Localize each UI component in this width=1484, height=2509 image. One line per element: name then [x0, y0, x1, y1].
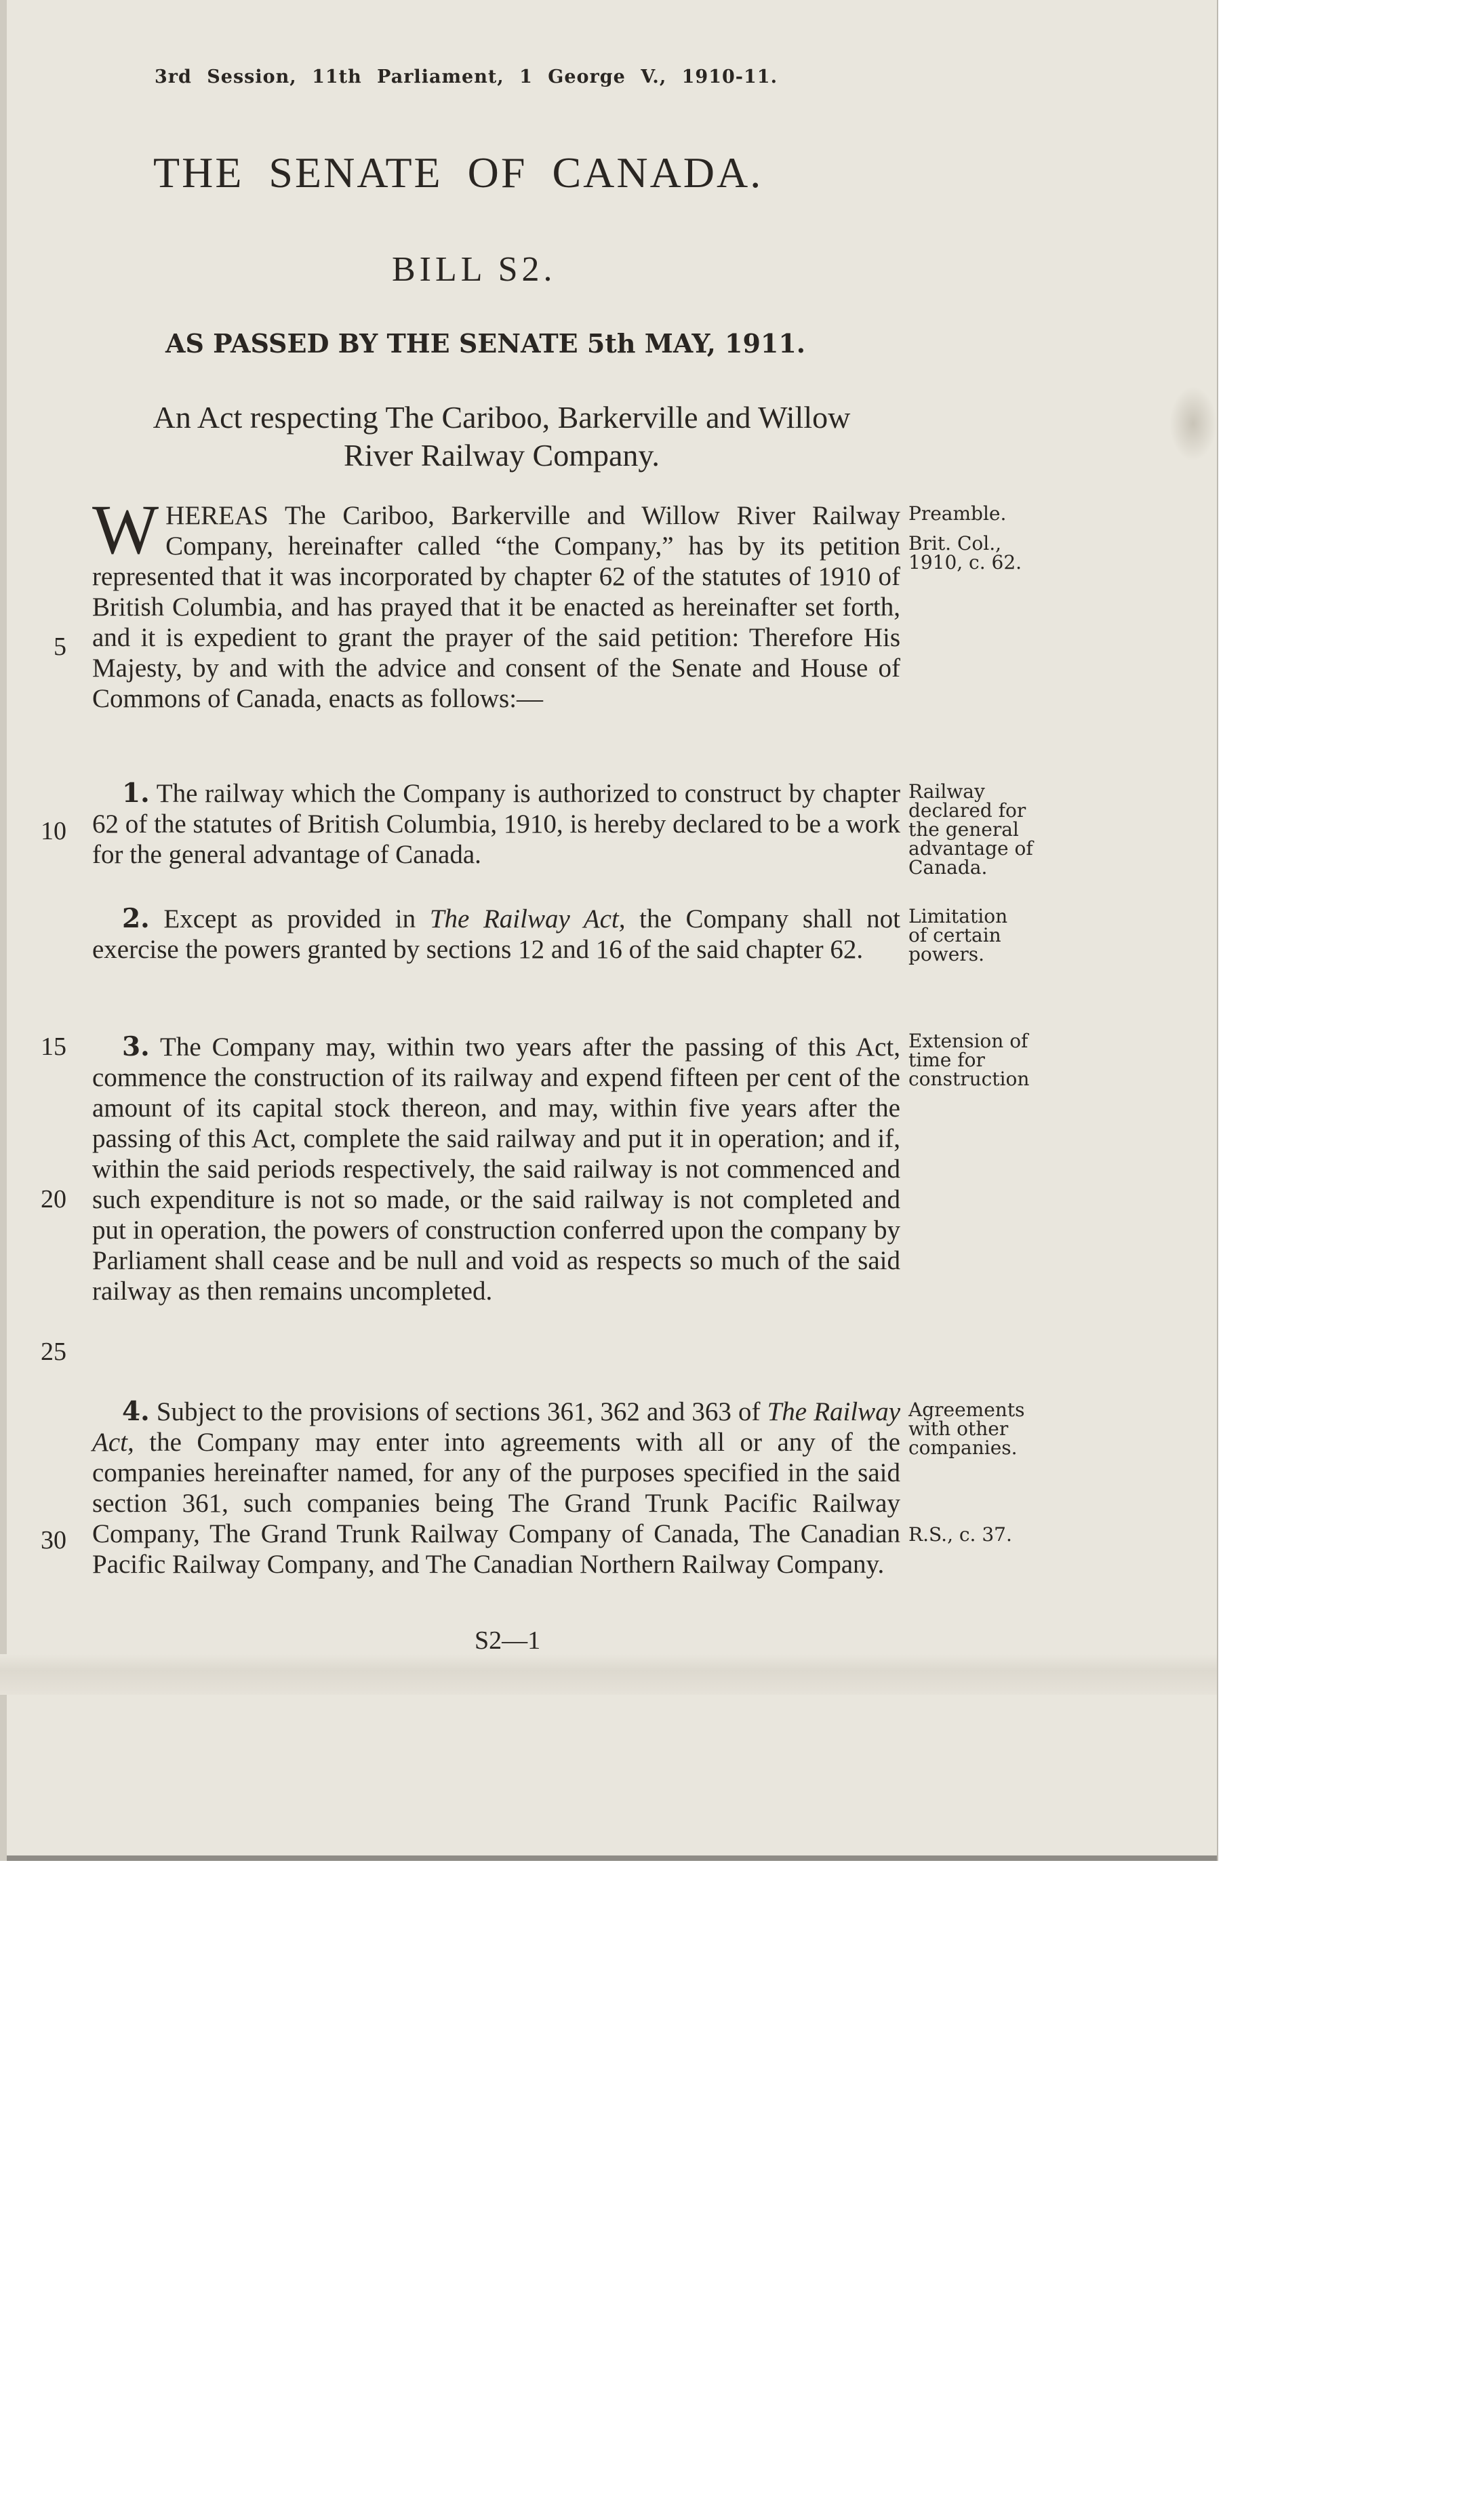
margin-note-section-3: Extension of time for construction: [908, 1030, 1030, 1090]
margin-note-preamble: Preamble.: [908, 502, 1007, 525]
margin-note-section-4: Agreements with other companies.: [908, 1399, 1025, 1459]
margin-note-section-1: Railway declared for the general advantage of Canada.: [908, 780, 1033, 879]
section-text: The railway which the Company is authorized to construct by chapter 62 of the statutes of British Columbia, 1910, is hereby declared to be a work for the general advantage of Canada.: [92, 779, 901, 869]
section-number: 3.: [122, 1031, 150, 1062]
section-text-after: the Company may enter into agreements with all or any of the companies hereinafter named, for any of the purposes specified in the said section 361, such companies being The Grand Trunk Pacific Railway Company, The Grand Trunk Railway Company of Canada, The Canadian Pacific Railway Company, and The Canadian Northern Railway Company.: [92, 1428, 900, 1579]
footer-bill-code: S2—1: [475, 1626, 541, 1655]
preamble-text: HEREAS The Cariboo, Barkerville and Willow River Railway Company, hereinafter called “the Company,” has by its petition represented that it was incorporated by chapter 62 of the statutes of 1910 of British Columbia, and has prayed that it be enacted as hereinafter set forth, and it is expedient to grant the prayer of the said petition: Therefore His Majesty, by and with the advice and consent of the Senate and House of Commons of Canada, enacts as follows:—: [92, 501, 900, 713]
section-number: 2.: [122, 903, 150, 934]
section-4: [92, 1397, 900, 1580]
section-italic-act-name: The Railway Act,: [92, 1397, 901, 1457]
section-text-before: Except as provided in: [163, 904, 430, 934]
section-text: The Company may, within two years after the passing of this Act, commence the construction of its railway and expend fifteen per cent of the amount of its capital stock thereon, and may, within five years after the passing of this Act, complete the said railway and put it in operation; and if, within the said periods respectively, the said railway is not commenced and such expenditure is not so made, or the said railway is not completed and put in operation, the powers of construction conferred upon the company by Parliament shall cease and be null and void as respects so much of the said railway as then remains uncompleted.: [92, 1032, 901, 1306]
act-title-line-2: River Railway Company.: [344, 438, 660, 473]
line-number: 30: [41, 1526, 66, 1554]
section-1: [92, 778, 900, 870]
preamble: [92, 491, 900, 714]
section-text-after: the Company shall not exercise the powers granted by sections 12 and 16 of the said chapter 62.: [92, 904, 900, 964]
act-title-line-1: An Act respecting The Cariboo, Barkerville and Willow: [153, 400, 851, 435]
section-3: [92, 1032, 900, 1306]
line-number: 5: [54, 633, 66, 661]
act-title: [81, 399, 922, 475]
section-number: 1.: [122, 778, 150, 809]
passed-date-line: AS PASSED BY THE SENATE 5th MAY, 1911.: [165, 328, 806, 359]
margin-note-section-2: Limitation of certain powers.: [908, 905, 1008, 965]
margin-note-rs: R.S., c. 37.: [908, 1523, 1012, 1546]
session-header: 3rd Session, 11th Parliament, 1 George V., 1910-11.: [155, 66, 778, 87]
section-2: [92, 904, 900, 965]
line-number: 10: [41, 817, 66, 845]
senate-title: THE SENATE OF CANADA.: [153, 148, 763, 197]
section-text-before: Subject to the provisions of sections 361, 362 and 363 of: [156, 1397, 767, 1426]
section-italic-act-name: The Railway Act,: [429, 904, 626, 934]
paper-fold: [0, 1654, 1217, 1695]
bill-title: BILL S2.: [392, 250, 557, 289]
line-number: 20: [41, 1185, 66, 1213]
line-number: 15: [41, 1032, 66, 1061]
preamble-dropcap: W: [92, 491, 159, 569]
line-number: 25: [41, 1338, 66, 1366]
section-number: 4.: [122, 1396, 150, 1427]
margin-note-brit-col: Brit. Col., 1910, c. 62.: [908, 532, 1022, 574]
paper-stain: [1169, 386, 1217, 461]
